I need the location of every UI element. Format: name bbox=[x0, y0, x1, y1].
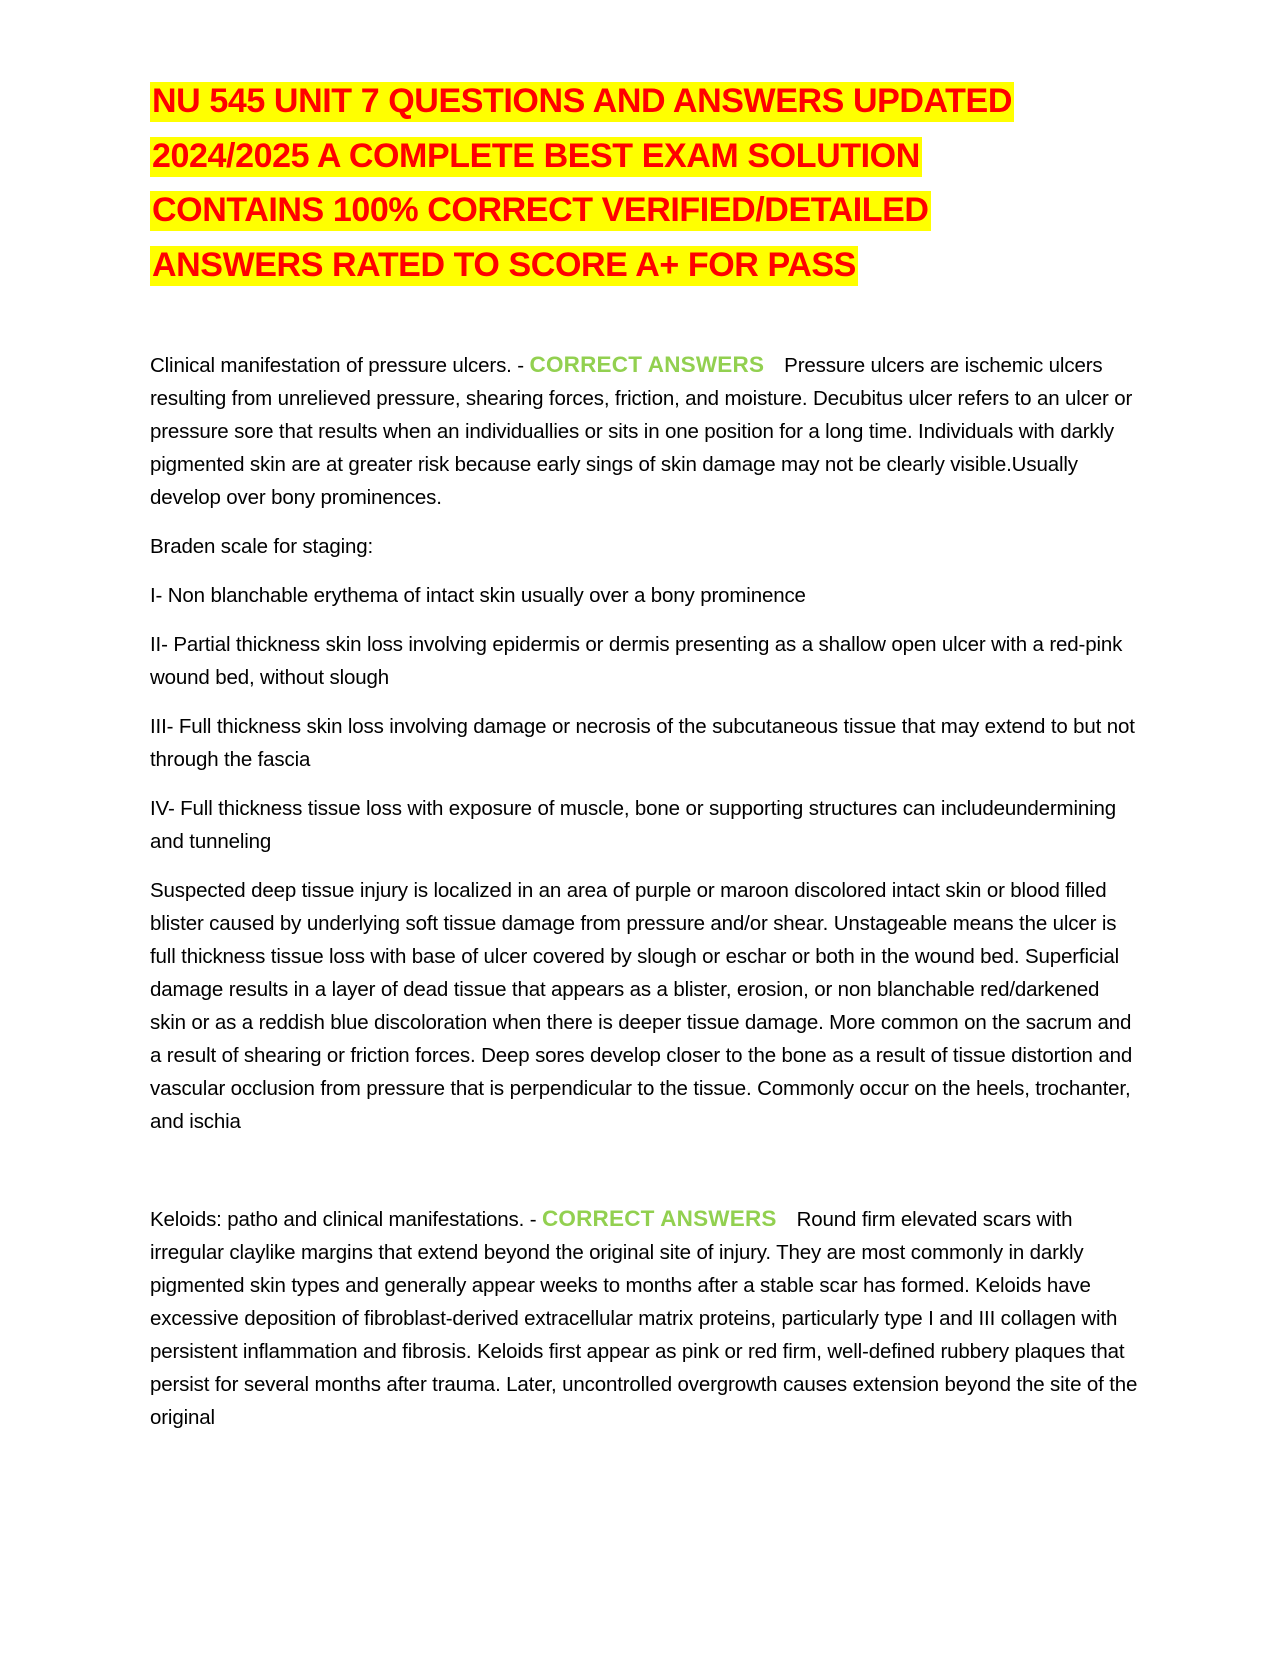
qa-pressure-ulcers bbox=[150, 348, 1140, 514]
stage-item: II- Partial thickness skin loss involving epidermis or dermis presenting as a shallow open ulcer with a red-pink wound bed, without slough bbox=[150, 633, 1123, 689]
correct-answers-marker: CORRECT ANSWERS bbox=[529, 352, 765, 377]
deep-tissue-paragraph: Suspected deep tissue injury is localized in an area of purple or maroon discolored intact skin or blood filled blister caused by underlying soft tissue damage from pressure and/or shear. Unstageable means the ulcer is full thickness tissue loss with base of ulcer covered by slough or eschar or both in the wound bed. Superficial damage results in a layer of dead tissue that appears as a blister, erosion, or non blanchable red/darkened skin or as a reddish blue discoloration when there is deeper tissue damage. More common on the sacrum and a result of shearing or friction forces. Deep sores develop closer to the bone as a result of tissue distortion and vascular occlusion from pressure that is perpendicular to the tissue. Commonly occur on the heels, trochanter, and ischia bbox=[150, 879, 1133, 1133]
document-content bbox=[150, 74, 1140, 1434]
braden-scale-heading: Braden scale for staging: bbox=[150, 535, 374, 558]
stage-item: III- Full thickness skin loss involving damage or necrosis of the subcutaneous tissue that may extend to but not through the fascia bbox=[150, 715, 1135, 771]
stage-item: I- Non blanchable erythema of intact skin usually over a bony prominence bbox=[150, 584, 806, 607]
question-text: Clinical manifestation of pressure ulcers. - bbox=[150, 354, 530, 377]
document-title bbox=[150, 74, 1140, 292]
question-text: Keloids: patho and clinical manifestations. - bbox=[150, 1208, 542, 1231]
title-line: 2024/2025 A COMPLETE BEST EXAM SOLUTION bbox=[152, 136, 920, 175]
title-line: NU 545 UNIT 7 QUESTIONS AND ANSWERS UPDATED bbox=[152, 82, 1012, 120]
qa-keloids bbox=[150, 1202, 1140, 1434]
answer-text: Pressure ulcers are ischemic ulcers resulting from unrelieved pressure, shearing forces, friction, and moisture. Decubitus ulcer refers to an ulcer or pressure sore that results when an individuallies or sits in one position for a long time. Individuals with darkly pigmented skin are at greater risk because early sings of skin damage may not be clearly visible.Usually develop over bony prominences. bbox=[150, 354, 1133, 509]
correct-answers-marker: CORRECT ANSWERS bbox=[541, 1206, 777, 1231]
title-line: CONTAINS 100% CORRECT VERIFIED/DETAILED bbox=[152, 191, 929, 229]
stage-item: IV- Full thickness tissue loss with exposure of muscle, bone or supporting structures can includeundermining and tunneling bbox=[150, 797, 1117, 853]
answer-text: Round firm elevated scars with irregular claylike margins that extend beyond the original site of injury. They are most commonly in darkly pigmented skin types and generally appear weeks to months after a stable scar has formed. Keloids have excessive deposition of fibroblast-derived extracellular matrix proteins, particularly type I and III collagen with persistent inflammation and fibrosis. Keloids first appear as pink or red firm, well-defined rubbery plaques that persist for several months after trauma. Later, uncontrolled overgrowth causes extension beyond the site of the original bbox=[150, 1208, 1138, 1429]
title-line: ANSWERS RATED TO SCORE A+ FOR PASS bbox=[152, 245, 856, 284]
